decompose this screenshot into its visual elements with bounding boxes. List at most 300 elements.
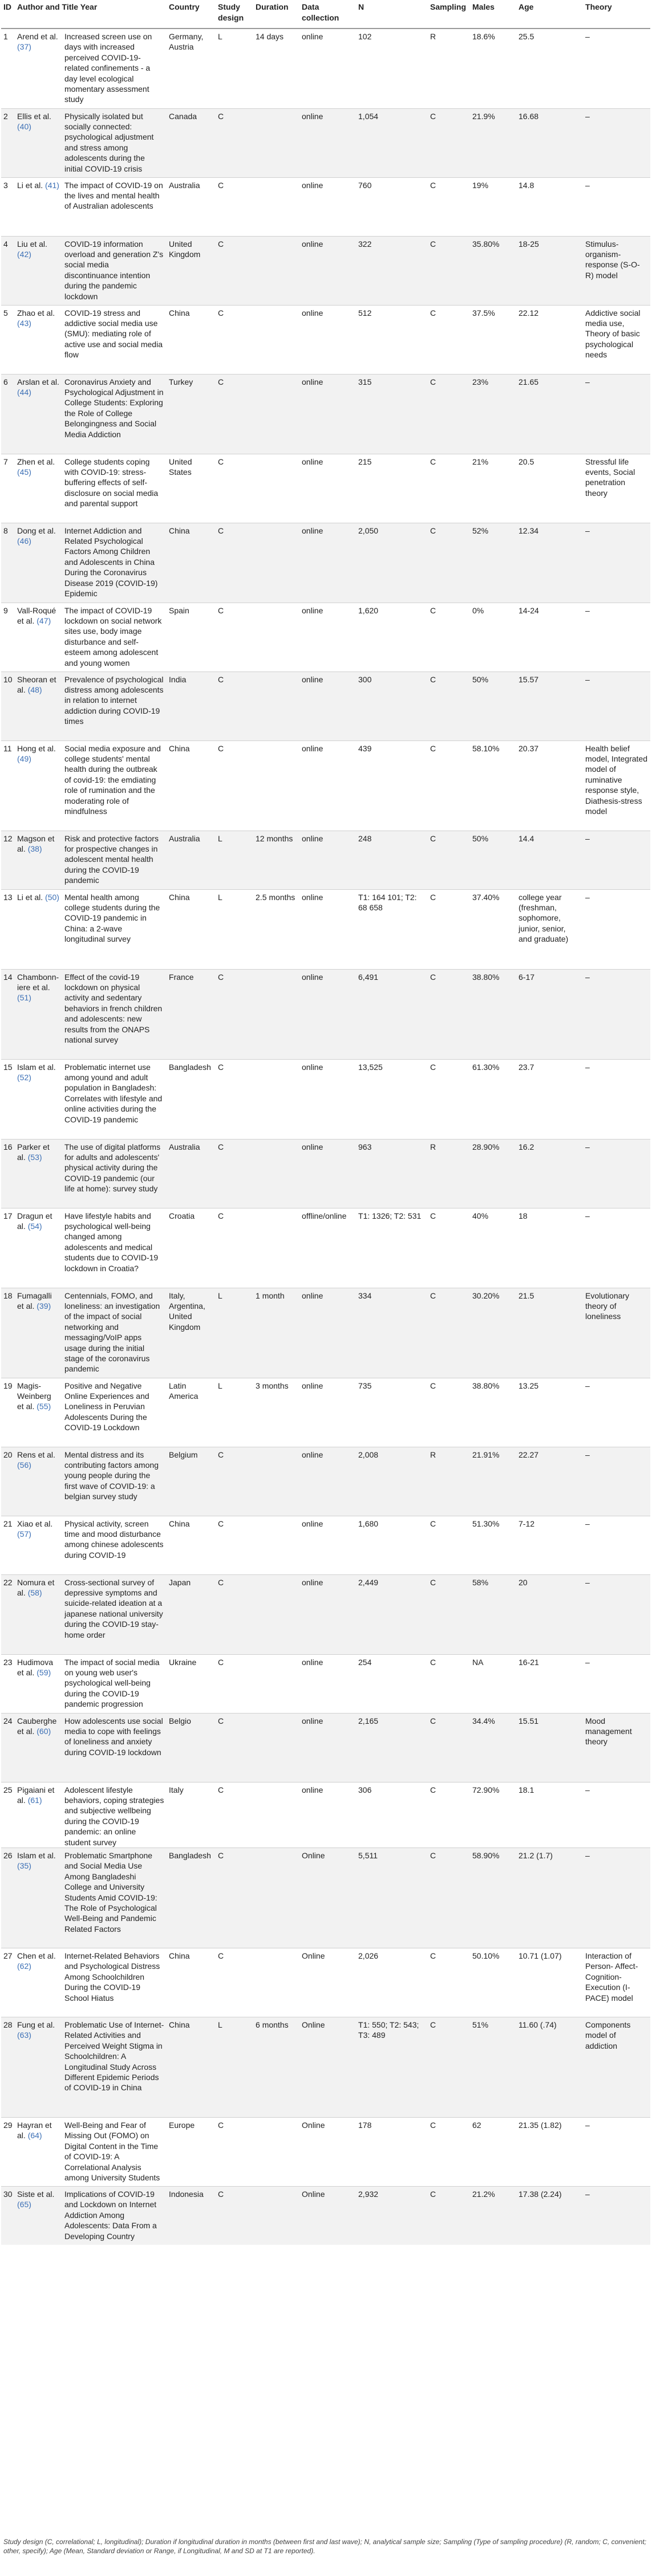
cell-theory: Addictive social media use, Theory of basic psychological needs bbox=[583, 305, 650, 374]
cell-data-collection: Online bbox=[299, 1847, 356, 1948]
cell-duration: 6 months bbox=[253, 2017, 299, 2117]
cell-data-collection: Online bbox=[299, 2117, 356, 2186]
cell-theory: – bbox=[583, 523, 650, 603]
cell-study-design: C bbox=[216, 969, 253, 1059]
reference-link[interactable]: (62) bbox=[17, 1961, 31, 1971]
header-country: Country bbox=[167, 0, 216, 29]
cell-theory: Interaction of Person- Affect-Cognition-Execution (I-PACE) model bbox=[583, 1948, 650, 2017]
cell-data-collection: online bbox=[299, 305, 356, 374]
cell-duration bbox=[253, 374, 299, 454]
cell-author bbox=[15, 1948, 62, 2017]
cell-n: T1: 1326; T2: 531 bbox=[356, 1208, 428, 1288]
cell-n: 2,050 bbox=[356, 523, 428, 603]
cell-title: COVID-19 information overload and generation Z's social media discontinuance intention during the pandemic lockdown bbox=[62, 236, 167, 305]
header-duration: Duration bbox=[253, 0, 299, 29]
author-name: Chambonn-iere et al. bbox=[17, 972, 59, 992]
cell-country: Canada bbox=[167, 108, 216, 177]
cell-males: 21.91% bbox=[470, 1447, 516, 1516]
cell-country: France bbox=[167, 969, 216, 1059]
cell-study-design: C bbox=[216, 177, 253, 236]
cell-theory: – bbox=[583, 969, 650, 1059]
cell-theory: – bbox=[583, 108, 650, 177]
cell-n: 512 bbox=[356, 305, 428, 374]
cell-theory: Stimulus-organism-response (S-O-R) model bbox=[583, 236, 650, 305]
cell-id: 4 bbox=[1, 236, 15, 305]
cell-duration bbox=[253, 1516, 299, 1574]
cell-author bbox=[15, 29, 62, 108]
cell-author bbox=[15, 1516, 62, 1574]
cell-males: 58.10% bbox=[470, 740, 516, 831]
author-name: Islam et al. bbox=[17, 1850, 56, 1860]
cell-sampling: C bbox=[428, 1948, 470, 2017]
table-row bbox=[1, 969, 650, 1059]
cell-n: 334 bbox=[356, 1288, 428, 1378]
cell-sampling: C bbox=[428, 1059, 470, 1139]
cell-theory: – bbox=[583, 1654, 650, 1713]
table-row bbox=[1, 108, 650, 177]
cell-title: Implications of COVID-19 and Lockdown on Internet Addiction Among Adolescents: Data From a Developing Country bbox=[62, 2186, 167, 2245]
reference-link[interactable]: (64) bbox=[27, 2131, 42, 2140]
cell-duration bbox=[253, 1654, 299, 1713]
cell-id: 16 bbox=[1, 1139, 15, 1208]
reference-link[interactable]: (50) bbox=[45, 892, 59, 902]
cell-title: Have lifestyle habits and psychological well-being changed among adolescents and medical students due to COVID-19 lockdown in Croatia? bbox=[62, 1208, 167, 1288]
author-name: Nomura et al. bbox=[17, 1577, 55, 1597]
cell-id: 18 bbox=[1, 1288, 15, 1378]
author-name: Hudimova et al. bbox=[17, 1657, 54, 1677]
cell-age: 6-17 bbox=[516, 969, 583, 1059]
reference-link[interactable]: (37) bbox=[17, 42, 31, 52]
cell-title: How adolescents use social media to cope with feelings of loneliness and anxiety during COVID-19 lockdown bbox=[62, 1713, 167, 1782]
cell-duration bbox=[253, 603, 299, 672]
reference-link[interactable]: (52) bbox=[17, 1072, 31, 1082]
cell-data-collection: online bbox=[299, 454, 356, 523]
table-footnote: Study design (C, correlational; L, longitudinal); Duration if longitudinal duration in months (between first and last wave); N, analytical sample size; Sampling (Type of sampling procedure) (R, random; C, convenient; other, specify); Age (Mean, Standard deviation or Range, if Longitudinal, M and SD at T1 are reported). bbox=[3, 2538, 646, 2555]
cell-age: 21.35 (1.82) bbox=[516, 2117, 583, 2186]
cell-study-design: C bbox=[216, 1059, 253, 1139]
reference-link[interactable]: (42) bbox=[17, 249, 31, 259]
cell-n: 5,511 bbox=[356, 1847, 428, 1948]
cell-males: 18.6% bbox=[470, 29, 516, 108]
cell-data-collection: online bbox=[299, 740, 356, 831]
cell-duration bbox=[253, 1139, 299, 1208]
cell-duration: 12 months bbox=[253, 831, 299, 889]
cell-title: Mental distress and its contributing factors among young people during the first wave of COVID-19: a belgian survey study bbox=[62, 1447, 167, 1516]
cell-id: 28 bbox=[1, 2017, 15, 2117]
cell-id: 6 bbox=[1, 374, 15, 454]
header-sampling: Sampling bbox=[428, 0, 470, 29]
cell-author bbox=[15, 2017, 62, 2117]
reference-link[interactable]: (40) bbox=[17, 121, 31, 131]
cell-age: 15.51 bbox=[516, 1713, 583, 1782]
cell-id: 20 bbox=[1, 1447, 15, 1516]
cell-country: Belgio bbox=[167, 1713, 216, 1782]
cell-n: T1: 164 101; T2: 68 658 bbox=[356, 889, 428, 969]
cell-duration: 3 months bbox=[253, 1378, 299, 1447]
cell-id: 25 bbox=[1, 1782, 15, 1847]
reference-link[interactable]: (59) bbox=[37, 1667, 51, 1677]
cell-n: 1,054 bbox=[356, 108, 428, 177]
cell-theory: – bbox=[583, 2186, 650, 2245]
cell-males: 58% bbox=[470, 1574, 516, 1654]
cell-id: 23 bbox=[1, 1654, 15, 1713]
cell-age: 22.12 bbox=[516, 305, 583, 374]
cell-data-collection: online bbox=[299, 177, 356, 236]
cell-title: Internet Addiction and Related Psychological Factors Among Children and Adolescents in China During the Coronavirus Disease 2019 (COVID-19) Epidemic bbox=[62, 523, 167, 603]
header-theory: Theory bbox=[583, 0, 650, 29]
cell-author bbox=[15, 108, 62, 177]
cell-study-design: C bbox=[216, 2117, 253, 2186]
cell-n: 2,026 bbox=[356, 1948, 428, 2017]
cell-theory: – bbox=[583, 2117, 650, 2186]
cell-study-design: L bbox=[216, 2017, 253, 2117]
cell-id: 17 bbox=[1, 1208, 15, 1288]
cell-id: 22 bbox=[1, 1574, 15, 1654]
reference-link[interactable]: (44) bbox=[17, 387, 31, 397]
cell-age: 15.57 bbox=[516, 672, 583, 740]
cell-study-design: L bbox=[216, 889, 253, 969]
cell-study-design: C bbox=[216, 603, 253, 672]
cell-males: 37.40% bbox=[470, 889, 516, 969]
cell-country: Europe bbox=[167, 2117, 216, 2186]
reference-link[interactable]: (49) bbox=[17, 754, 31, 763]
cell-country: Ukraine bbox=[167, 1654, 216, 1713]
studies-table bbox=[1, 0, 650, 2245]
reference-link[interactable]: (58) bbox=[27, 1588, 42, 1597]
cell-country: Latin America bbox=[167, 1378, 216, 1447]
reference-link[interactable]: (48) bbox=[27, 685, 42, 694]
cell-author bbox=[15, 1059, 62, 1139]
cell-country: Italy, Argentina, United Kingdom bbox=[167, 1288, 216, 1378]
cell-males: 28.90% bbox=[470, 1139, 516, 1208]
cell-country: Spain bbox=[167, 603, 216, 672]
reference-link[interactable]: (60) bbox=[37, 1726, 51, 1736]
cell-theory: – bbox=[583, 29, 650, 108]
reference-link[interactable]: (54) bbox=[27, 1221, 42, 1231]
cell-n: 963 bbox=[356, 1139, 428, 1208]
cell-title: Social media exposure and college students' mental health during the outbreak of covid-19: the emdiating role of rumination and the moderating role of mindfulness bbox=[62, 740, 167, 831]
cell-author bbox=[15, 1713, 62, 1782]
cell-theory: Stressful life events, Social penetration theory bbox=[583, 454, 650, 523]
cell-study-design: C bbox=[216, 1139, 253, 1208]
cell-n: 2,449 bbox=[356, 1574, 428, 1654]
cell-theory: Evolutionary theory of loneliness bbox=[583, 1288, 650, 1378]
reference-link[interactable]: (55) bbox=[37, 1402, 51, 1411]
cell-males: 58.90% bbox=[470, 1847, 516, 1948]
cell-theory: – bbox=[583, 1059, 650, 1139]
cell-country: Bangladesh bbox=[167, 1847, 216, 1948]
cell-sampling: R bbox=[428, 1139, 470, 1208]
cell-sampling: C bbox=[428, 374, 470, 454]
cell-data-collection: online bbox=[299, 1059, 356, 1139]
cell-n: 254 bbox=[356, 1654, 428, 1713]
cell-age: 7-12 bbox=[516, 1516, 583, 1574]
cell-data-collection: online bbox=[299, 108, 356, 177]
cell-males: 35.80% bbox=[470, 236, 516, 305]
cell-title: Internet-Related Behaviors and Psychological Distress Among Schoolchildren During the COVID-19 School Hiatus bbox=[62, 1948, 167, 2017]
cell-title: Coronavirus Anxiety and Psychological Adjustment in College Students: Exploring the Role of College Belongingness and Social Media Addiction bbox=[62, 374, 167, 454]
cell-study-design: L bbox=[216, 1288, 253, 1378]
cell-study-design: C bbox=[216, 305, 253, 374]
header-age: Age bbox=[516, 0, 583, 29]
cell-id: 5 bbox=[1, 305, 15, 374]
author-name: Islam et al. bbox=[17, 1062, 56, 1072]
cell-n: 1,620 bbox=[356, 603, 428, 672]
cell-study-design: C bbox=[216, 1948, 253, 2017]
cell-author bbox=[15, 1208, 62, 1288]
cell-sampling: C bbox=[428, 108, 470, 177]
cell-author bbox=[15, 1378, 62, 1447]
cell-author bbox=[15, 889, 62, 969]
cell-data-collection: online bbox=[299, 1713, 356, 1782]
cell-n: 735 bbox=[356, 1378, 428, 1447]
cell-age: 10.71 (1.07) bbox=[516, 1948, 583, 2017]
cell-n: 248 bbox=[356, 831, 428, 889]
header-n: N bbox=[356, 0, 428, 29]
cell-title: Effect of the covid-19 lockdown on physical activity and sedentary behaviors in french children and adolescents: new results from the ONAPS national survey bbox=[62, 969, 167, 1059]
author-name: Magson et al. bbox=[17, 833, 55, 853]
cell-study-design: C bbox=[216, 1574, 253, 1654]
cell-theory: – bbox=[583, 672, 650, 740]
cell-sampling: C bbox=[428, 2186, 470, 2245]
cell-n: 439 bbox=[356, 740, 428, 831]
cell-males: 21.9% bbox=[470, 108, 516, 177]
table-row bbox=[1, 236, 650, 305]
cell-author bbox=[15, 831, 62, 889]
cell-author bbox=[15, 1288, 62, 1378]
cell-age: 13.25 bbox=[516, 1378, 583, 1447]
header-study-design: Study design bbox=[216, 0, 253, 29]
cell-theory: – bbox=[583, 374, 650, 454]
cell-n: 306 bbox=[356, 1782, 428, 1847]
table-row bbox=[1, 305, 650, 374]
cell-theory: Mood management theory bbox=[583, 1713, 650, 1782]
reference-link[interactable]: (63) bbox=[17, 2030, 31, 2040]
table-row bbox=[1, 1948, 650, 2017]
cell-sampling: C bbox=[428, 1654, 470, 1713]
cell-id: 2 bbox=[1, 108, 15, 177]
cell-id: 9 bbox=[1, 603, 15, 672]
cell-country: India bbox=[167, 672, 216, 740]
reference-link[interactable]: (51) bbox=[17, 993, 31, 1003]
reference-link[interactable]: (43) bbox=[17, 318, 31, 328]
cell-title: Prevalence of psychological distress among adolescents in relation to internet addiction during COVID-19 times bbox=[62, 672, 167, 740]
cell-data-collection: online bbox=[299, 889, 356, 969]
cell-males: 51.30% bbox=[470, 1516, 516, 1574]
cell-males: 51% bbox=[470, 2017, 516, 2117]
cell-data-collection: online bbox=[299, 523, 356, 603]
cell-age: 20.37 bbox=[516, 740, 583, 831]
cell-sampling: C bbox=[428, 603, 470, 672]
table-row bbox=[1, 1378, 650, 1447]
author-name: Zhen et al. bbox=[17, 457, 55, 466]
cell-author bbox=[15, 1574, 62, 1654]
cell-id: 12 bbox=[1, 831, 15, 889]
cell-theory: – bbox=[583, 1847, 650, 1948]
cell-id: 30 bbox=[1, 2186, 15, 2245]
cell-data-collection: online bbox=[299, 1782, 356, 1847]
cell-sampling: C bbox=[428, 236, 470, 305]
header-data-collection: Data collection bbox=[299, 0, 356, 29]
reference-link[interactable]: (61) bbox=[27, 1795, 42, 1805]
reference-link[interactable]: (38) bbox=[27, 844, 42, 853]
table-row bbox=[1, 1516, 650, 1574]
cell-sampling: C bbox=[428, 523, 470, 603]
cell-title: The impact of social media on young web user's psychological well-being during the COVID-19 pandemic progression bbox=[62, 1654, 167, 1713]
author-name: Siste et al. bbox=[17, 2189, 55, 2199]
cell-males: 23% bbox=[470, 374, 516, 454]
cell-title: Well-Being and Fear of Missing Out (FOMO) on Digital Content in the Time of COVID-19: A Correlational Analysis among University Students bbox=[62, 2117, 167, 2186]
author-name: Li et al. bbox=[17, 180, 43, 190]
cell-n: 6,491 bbox=[356, 969, 428, 1059]
cell-study-design: C bbox=[216, 1847, 253, 1948]
cell-country: Germany, Austria bbox=[167, 29, 216, 108]
cell-duration: 2.5 months bbox=[253, 889, 299, 969]
author-name: Xiao et al. bbox=[17, 1519, 53, 1528]
cell-males: 38.80% bbox=[470, 1378, 516, 1447]
reference-link[interactable]: (35) bbox=[17, 1861, 31, 1871]
reference-link[interactable]: (56) bbox=[17, 1460, 31, 1470]
cell-author bbox=[15, 1447, 62, 1516]
cell-sampling: C bbox=[428, 2017, 470, 2117]
table-row bbox=[1, 889, 650, 969]
cell-id: 27 bbox=[1, 1948, 15, 2017]
cell-id: 19 bbox=[1, 1378, 15, 1447]
reference-link[interactable]: (46) bbox=[17, 536, 31, 546]
cell-sampling: C bbox=[428, 889, 470, 969]
cell-age: 14.4 bbox=[516, 831, 583, 889]
cell-country: Croatia bbox=[167, 1208, 216, 1288]
cell-age: 12.34 bbox=[516, 523, 583, 603]
cell-theory: – bbox=[583, 889, 650, 969]
cell-males: 37.5% bbox=[470, 305, 516, 374]
author-name: Hong et al. bbox=[17, 743, 56, 753]
header-author-title: Author and Title Year bbox=[15, 0, 167, 29]
cell-id: 1 bbox=[1, 29, 15, 108]
reference-link[interactable]: (53) bbox=[27, 1152, 42, 1162]
cell-data-collection: online bbox=[299, 1447, 356, 1516]
cell-author bbox=[15, 305, 62, 374]
cell-author bbox=[15, 740, 62, 831]
author-name: Dong et al. bbox=[17, 526, 56, 535]
cell-id: 7 bbox=[1, 454, 15, 523]
cell-age: 16.2 bbox=[516, 1139, 583, 1208]
cell-sampling: C bbox=[428, 1378, 470, 1447]
table-row bbox=[1, 2117, 650, 2186]
cell-country: China bbox=[167, 523, 216, 603]
author-name: Li et al. bbox=[17, 892, 43, 902]
reference-link[interactable]: (65) bbox=[17, 2200, 31, 2209]
cell-sampling: C bbox=[428, 1516, 470, 1574]
cell-author bbox=[15, 2117, 62, 2186]
cell-theory: – bbox=[583, 1447, 650, 1516]
cell-n: 2,165 bbox=[356, 1713, 428, 1782]
author-name: Liu et al. bbox=[17, 239, 47, 249]
cell-id: 21 bbox=[1, 1516, 15, 1574]
cell-duration bbox=[253, 2117, 299, 2186]
author-name: Ellis et al. bbox=[17, 111, 51, 121]
cell-sampling: C bbox=[428, 1208, 470, 1288]
cell-duration bbox=[253, 1948, 299, 2017]
cell-data-collection: online bbox=[299, 1516, 356, 1574]
cell-duration bbox=[253, 740, 299, 831]
cell-age: 20.5 bbox=[516, 454, 583, 523]
cell-theory: – bbox=[583, 831, 650, 889]
cell-study-design: C bbox=[216, 1654, 253, 1713]
reference-link[interactable]: (57) bbox=[17, 1529, 31, 1539]
cell-age: 18-25 bbox=[516, 236, 583, 305]
cell-theory: – bbox=[583, 1574, 650, 1654]
reference-link[interactable]: (47) bbox=[37, 616, 51, 625]
cell-males: 21% bbox=[470, 454, 516, 523]
table-row bbox=[1, 740, 650, 831]
cell-id: 29 bbox=[1, 2117, 15, 2186]
cell-id: 10 bbox=[1, 672, 15, 740]
cell-sampling: C bbox=[428, 1574, 470, 1654]
cell-age: 23.7 bbox=[516, 1059, 583, 1139]
author-name: Dragun et al. bbox=[17, 1211, 52, 1231]
cell-age: 25.5 bbox=[516, 29, 583, 108]
cell-author bbox=[15, 1782, 62, 1847]
cell-country: China bbox=[167, 2017, 216, 2117]
cell-n: 1,680 bbox=[356, 1516, 428, 1574]
cell-author bbox=[15, 1139, 62, 1208]
reference-link[interactable]: (41) bbox=[45, 180, 59, 190]
cell-males: 21.2% bbox=[470, 2186, 516, 2245]
cell-n: 322 bbox=[356, 236, 428, 305]
cell-title: College students coping with COVID-19: stress-buffering effects of self-disclosure on social media and parental support bbox=[62, 454, 167, 523]
reference-link[interactable]: (45) bbox=[17, 467, 31, 477]
cell-title: Adolescent lifestyle behaviors, coping strategies and subjective wellbeing during the COVID-19 pandemic: an online student survey bbox=[62, 1782, 167, 1847]
cell-theory: Health belief model, Integrated model of ruminative response style, Diathesis-stress model bbox=[583, 740, 650, 831]
cell-id: 8 bbox=[1, 523, 15, 603]
cell-age: 16.68 bbox=[516, 108, 583, 177]
cell-sampling: C bbox=[428, 831, 470, 889]
cell-duration bbox=[253, 1208, 299, 1288]
cell-author bbox=[15, 177, 62, 236]
cell-id: 11 bbox=[1, 740, 15, 831]
cell-id: 26 bbox=[1, 1847, 15, 1948]
cell-age: 17.38 (2.24) bbox=[516, 2186, 583, 2245]
cell-title: Problematic internet use among yound and adult population in Bangladesh: Correlates with lifestyle and online activities during the COVID-19 pandemic bbox=[62, 1059, 167, 1139]
cell-author bbox=[15, 1654, 62, 1713]
cell-males: 62 bbox=[470, 2117, 516, 2186]
cell-sampling: C bbox=[428, 1782, 470, 1847]
cell-title: Risk and protective factors for prospective changes in adolescent mental health during the COVID-19 pandemic bbox=[62, 831, 167, 889]
cell-data-collection: Online bbox=[299, 1948, 356, 2017]
cell-study-design: C bbox=[216, 374, 253, 454]
reference-link[interactable]: (39) bbox=[37, 1301, 51, 1311]
cell-age: 20 bbox=[516, 1574, 583, 1654]
cell-sampling: R bbox=[428, 1447, 470, 1516]
author-name: Arend et al. bbox=[17, 32, 58, 41]
cell-author bbox=[15, 969, 62, 1059]
cell-theory: – bbox=[583, 1378, 650, 1447]
cell-n: 2,932 bbox=[356, 2186, 428, 2245]
cell-author bbox=[15, 523, 62, 603]
author-name: Zhao et al. bbox=[17, 308, 55, 318]
cell-age: 14.8 bbox=[516, 177, 583, 236]
table-header-row bbox=[1, 0, 650, 29]
table-row bbox=[1, 831, 650, 889]
cell-theory: – bbox=[583, 1139, 650, 1208]
table-row bbox=[1, 2017, 650, 2117]
cell-title: Physically isolated but socially connected: psychological adjustment and stress among adolescents during the initial COVID-19 crisis bbox=[62, 108, 167, 177]
cell-title: Problematic Use of Internet-Related Activities and Perceived Weight Stigma in Schoolchildren: A Longitudinal Study Across Different Epidemic Periods of COVID-19 in China bbox=[62, 2017, 167, 2117]
cell-data-collection: online bbox=[299, 1654, 356, 1713]
cell-author bbox=[15, 454, 62, 523]
cell-study-design: C bbox=[216, 523, 253, 603]
